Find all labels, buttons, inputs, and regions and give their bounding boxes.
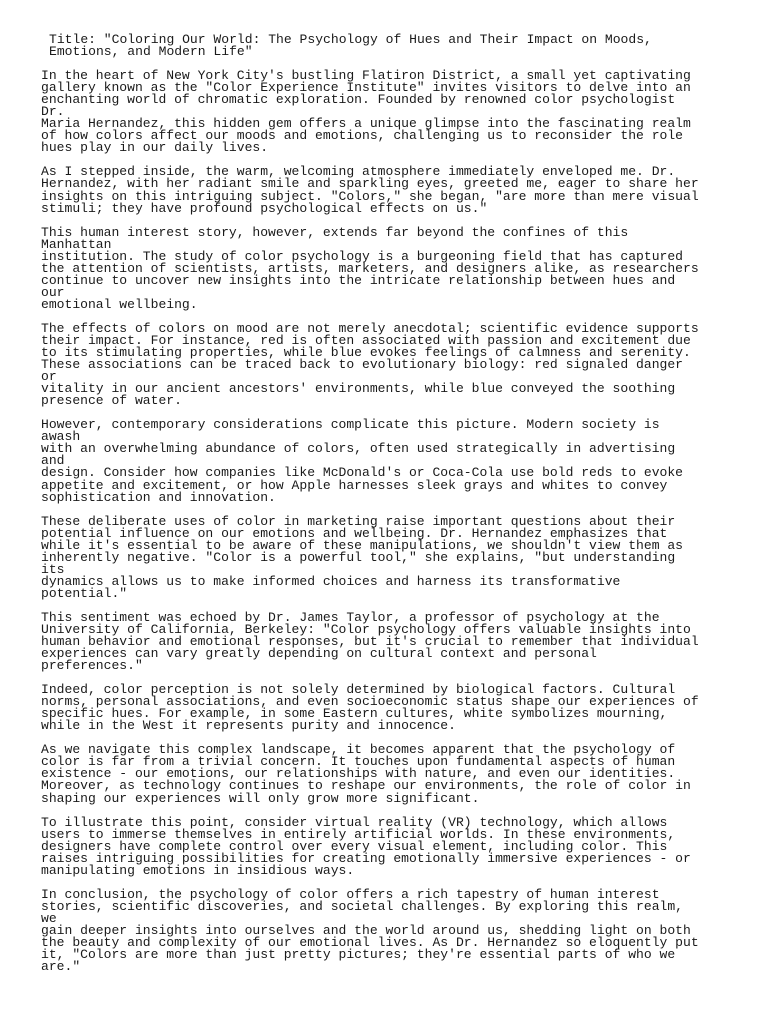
- paragraph: This sentiment was echoed by Dr. James Taylor, a professor of psychology at the University of California, Berkeley: "Color psychology offers valuable insights into human behavior and emotional responses, but it's crucial to remember that individual experiences can vary greatly depending on cultural context and personal preferences.": [41, 609, 699, 674]
- paragraph: Indeed, color perception is not solely determined by biological factors. Cultural norms, personal associations, and even socioeconomic status shape our experiences of specific hues. For example, in some Eastern cultures, white symbolizes mourning, while in the West it represents purity and innocence.: [41, 682, 699, 734]
- paragraph: This human interest story, however, extends far beyond the confines of this Manhattan institution. The study of color psychology is a burgeoning field that has captured the attention of scientists, artists, marketers, and designers alike, as researchers continue to uncover new insights into the intricate relationship between hues and our emotional wellbeing.: [41, 224, 699, 312]
- document-title: Title: "Coloring Our World: The Psychology of Hues and Their Impact on Moods, Emotions, and Modern Life": [49, 32, 652, 60]
- paragraph: To illustrate this point, consider virtual reality (VR) technology, which allows users to immerse themselves in entirely artificial worlds. In these environments, designers have complete control over every visual element, including color. This raises intriguing possibilities for creating emotionally immersive experiences - or manipulating emotions in insidious ways.: [41, 814, 691, 878]
- paragraph: However, contemporary considerations complicate this picture. Modern society is awash with an overwhelming abundance of colors, often used strategically in advertising and design. Consider how companies like McDonald's or Coca-Cola use bold reds to evoke appetite and excitement, or how Apple harnesses sleek grays and whites to convey sophistication and innovation.: [41, 417, 684, 505]
- paragraph: The effects of colors on mood are not merely anecdotal; scientific evidence supports their impact. For instance, red is often associated with passion and excitement due to its stimulating properties, while blue evokes feelings of calmness and serenity. These associations can be traced back to evolutionary biology: red signaled danger or vitality in our ancient ancestors' environments, while blue conveyed the soothing presence of water.: [41, 320, 699, 409]
- paragraph: As we navigate this complex landscape, it becomes apparent that the psychology of color is far from a trivial concern. It touches upon fundamental aspects of human existence - our emotions, our relationships with nature, and even our identities. Moreover, as technology continues to reshape our environments, the role of color in shaping our experiences will only grow more significant.: [41, 742, 691, 806]
- paragraph: These deliberate uses of color in marketing raise important questions about their potential influence on our emotions and wellbeing. Dr. Hernandez emphasizes that while it's essential to be aware of these manipulations, we shouldn't view them as inherently negative. "Color is a powerful tool," she explains, "but understanding its dynamics allows us to make informed choices and harness its transformative potential.": [41, 513, 684, 601]
- paragraph: As I stepped inside, the warm, welcoming atmosphere immediately enveloped me. Dr. Hernandez, with her radiant smile and sparkling eyes, greeted me, eager to share her insights on this intriguing subject. "Colors," she began, "are more than mere visual stimuli; they have profound psychological effects on us.": [41, 164, 699, 216]
- paragraph: In conclusion, the psychology of color offers a rich tapestry of human interest stories, scientific discoveries, and societal challenges. By exploring this realm, we gain deeper insights into ourselves and the world around us, shedding light on both the beauty and complexity of our emotional lives. As Dr. Hernandez so eloquently put it, "Colors are more than just pretty pictures; they're essential parts of who we are.": [41, 886, 699, 975]
- document-body: [41, 70, 704, 973]
- paragraph: In the heart of New York City's bustling Flatiron District, a small yet captivating gallery known as the "Color Experience Institute" invites visitors to delve into an enchanting world of chromatic exploration. Founded by renowned color psychologist Dr. Maria Hernandez, this hidden gem offers a unique glimpse into the fascinating realm of how colors affect our moods and emotions, challenging us to reconsider the role hues play in our daily lives.: [41, 68, 691, 156]
